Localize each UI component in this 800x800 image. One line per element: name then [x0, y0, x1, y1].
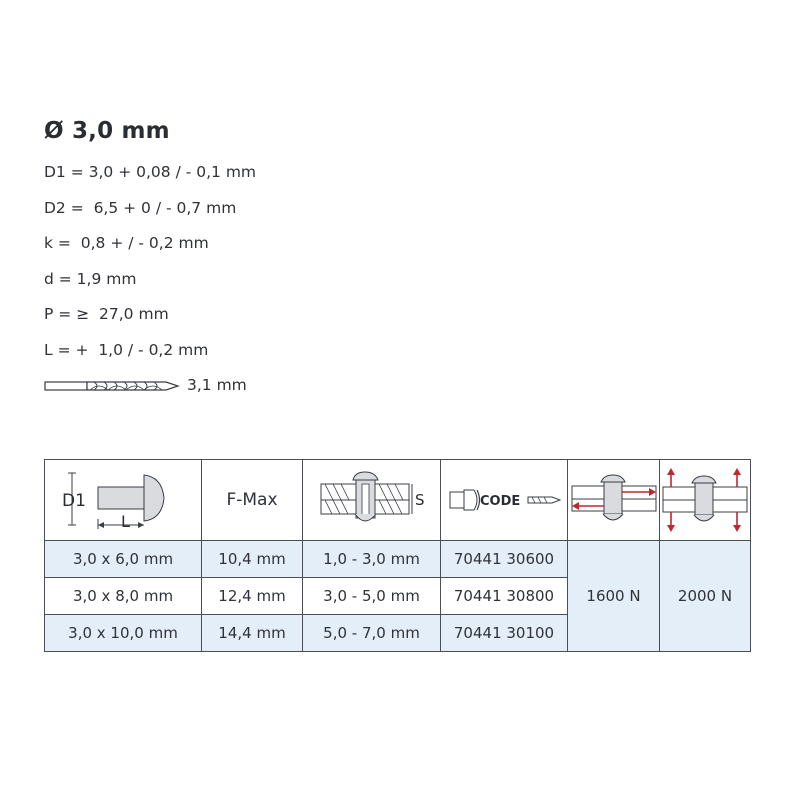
code-label: CODE: [480, 494, 521, 509]
cell-fmax: 10,4 mm: [202, 541, 303, 578]
drill-bit-icon: [44, 376, 184, 396]
spec-l: L = + 1,0 / - 0,2 mm: [44, 341, 209, 359]
cell-grip: 1,0 - 3,0 mm: [303, 541, 441, 578]
table-header-row: [45, 460, 751, 541]
header-shear-strength: [568, 460, 660, 541]
cell-shear: 1600 N: [568, 541, 660, 652]
spec-d2: D2 = 6,5 + 0 / - 0,7 mm: [44, 199, 237, 217]
cell-code: 70441 30100: [441, 615, 568, 652]
table-row: [45, 541, 751, 578]
label-l: L: [121, 512, 130, 531]
fmax-label: F-Max: [226, 490, 278, 510]
page-title: Ø 3,0 mm: [44, 118, 170, 144]
header-fmax: [202, 460, 303, 541]
cell-code: 70441 30800: [441, 578, 568, 615]
label-d1: D1: [62, 491, 86, 511]
header-tensile-strength: [660, 460, 751, 541]
header-grip-range: [303, 460, 441, 541]
header-rivet-dimensions: [45, 460, 202, 541]
header-code: [441, 460, 568, 541]
cell-tensile: 2000 N: [660, 541, 751, 652]
cell-size: 3,0 x 10,0 mm: [45, 615, 202, 652]
spec-p: P = ≥ 27,0 mm: [44, 305, 169, 323]
cell-fmax: 14,4 mm: [202, 615, 303, 652]
cell-grip: 3,0 - 5,0 mm: [303, 578, 441, 615]
cell-size: 3,0 x 8,0 mm: [45, 578, 202, 615]
spec-table: [44, 459, 751, 652]
cell-code: 70441 30600: [441, 541, 568, 578]
spec-d1: D1 = 3,0 + 0,08 / - 0,1 mm: [44, 163, 257, 181]
cell-fmax: 12,4 mm: [202, 578, 303, 615]
label-s: S: [414, 491, 425, 509]
cell-size: 3,0 x 6,0 mm: [45, 541, 202, 578]
spec-k: k = 0,8 + / - 0,2 mm: [44, 234, 209, 252]
spec-d: d = 1,9 mm: [44, 270, 137, 288]
drill-size: 3,1 mm: [187, 376, 247, 394]
cell-grip: 5,0 - 7,0 mm: [303, 615, 441, 652]
